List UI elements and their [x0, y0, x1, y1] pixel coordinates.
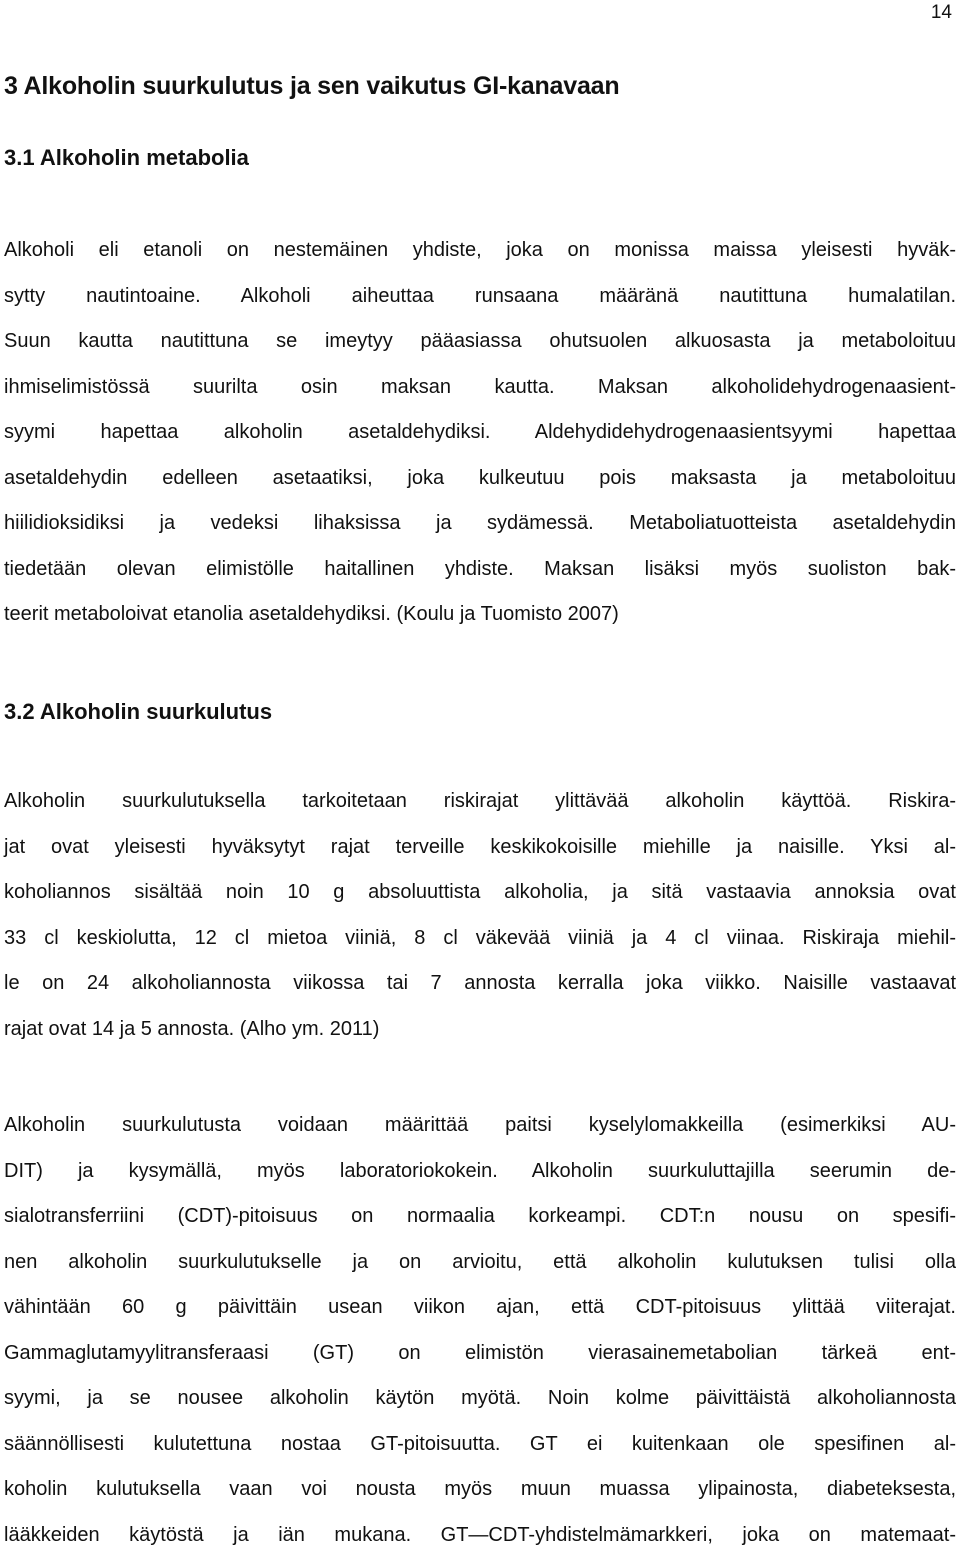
- text-line: sialotransferriini (CDT)-pitoisuus on normaalia korkeampi. CDT:n nousu on spesifi-: [4, 1194, 956, 1240]
- paragraph-metabolia: [4, 228, 956, 638]
- chapter-heading: 3 Alkoholin suurkulutus ja sen vaikutus GI-kanavaan: [4, 72, 619, 101]
- text-line: syymi hapettaa alkoholin asetaldehydiksi. Aldehydidehydrogenaasientsyymi hapettaa: [4, 410, 956, 456]
- text-line: ihmiselimistössä suurilta osin maksan kautta. Maksan alkoholidehydrogenaasient-: [4, 365, 956, 411]
- paragraph-suurkulutus-definition: [4, 779, 956, 1052]
- text-line: koholiannos sisältää noin 10 g absoluuttista alkoholia, ja sitä vastaavia annoksia ovat: [4, 870, 956, 916]
- section-heading-suurkulutus: 3.2 Alkoholin suurkulutus: [4, 699, 272, 725]
- text-line: 33 cl keskiolutta, 12 cl mietoa viiniä, 8 cl väkevää viiniä ja 4 cl viinaa. Riskiraja miehil-: [4, 916, 956, 962]
- text-line: syymi, ja se nousee alkoholin käytön myötä. Noin kolme päivittäistä alkoholiannosta: [4, 1376, 956, 1422]
- text-line: vähintään 60 g päivittäin usean viikon ajan, että CDT-pitoisuus ylittää viiterajat.: [4, 1285, 956, 1331]
- text-line: rajat ovat 14 ja 5 annosta. (Alho ym. 2011): [4, 1007, 956, 1053]
- text-line: hiilidioksidiksi ja vedeksi lihaksissa ja sydämessä. Metaboliatuotteista asetaldehydin: [4, 501, 956, 547]
- page-number: 14: [931, 2, 952, 24]
- text-line: Alkoholi eli etanoli on nestemäinen yhdiste, joka on monissa maissa yleisesti hyväk-: [4, 228, 956, 274]
- text-line: tiedetään olevan elimistölle haitallinen yhdiste. Maksan lisäksi myös suoliston bak-: [4, 547, 956, 593]
- text-line: Suun kautta nautittuna se imeytyy pääasiassa ohutsuolen alkuosasta ja metaboloituu: [4, 319, 956, 365]
- text-line: nen alkoholin suurkulutukselle ja on arvioitu, että alkoholin kulutuksen tulisi olla: [4, 1240, 956, 1286]
- text-line: säännöllisesti kulutettuna nostaa GT-pitoisuutta. GT ei kuitenkaan ole spesifinen al-: [4, 1422, 956, 1468]
- text-line: jat ovat yleisesti hyväksytyt rajat terveille keskikokoisille miehille ja naisille. Yksi al-: [4, 825, 956, 871]
- text-line: sytty nautintoaine. Alkoholi aiheuttaa runsaana määränä nautittuna humalatilan.: [4, 274, 956, 320]
- text-line: Alkoholin suurkulutusta voidaan määrittää paitsi kyselylomakkeilla (esimerkiksi AU-: [4, 1103, 956, 1149]
- text-line: le on 24 alkoholiannosta viikossa tai 7 annosta kerralla joka viikko. Naisille vastaavat: [4, 961, 956, 1007]
- section-heading-metabolia: 3.1 Alkoholin metabolia: [4, 145, 249, 171]
- paragraph-laboratory-markers: [4, 1103, 956, 1558]
- text-line: DIT) ja kysymällä, myös laboratoriokokein. Alkoholin suurkuluttajilla seerumin de-: [4, 1149, 956, 1195]
- text-line: teerit metaboloivat etanolia asetaldehydiksi. (Koulu ja Tuomisto 2007): [4, 592, 956, 638]
- text-line: lääkkeiden käytöstä ja iän mukana. GT—CDT-yhdistelmämarkkeri, joka on matemaat-: [4, 1513, 956, 1558]
- text-line: asetaldehydin edelleen asetaatiksi, joka kulkeutuu pois maksasta ja metaboloituu: [4, 456, 956, 502]
- text-line: Gammaglutamyylitransferaasi (GT) on elimistön vierasainemetabolian tärkeä ent-: [4, 1331, 956, 1377]
- text-line: koholin kulutuksella vaan voi nousta myös muun muassa ylipainosta, diabeteksesta,: [4, 1467, 956, 1513]
- text-line: Alkoholin suurkulutuksella tarkoitetaan riskirajat ylittävää alkoholin käyttöä. Riskira-: [4, 779, 956, 825]
